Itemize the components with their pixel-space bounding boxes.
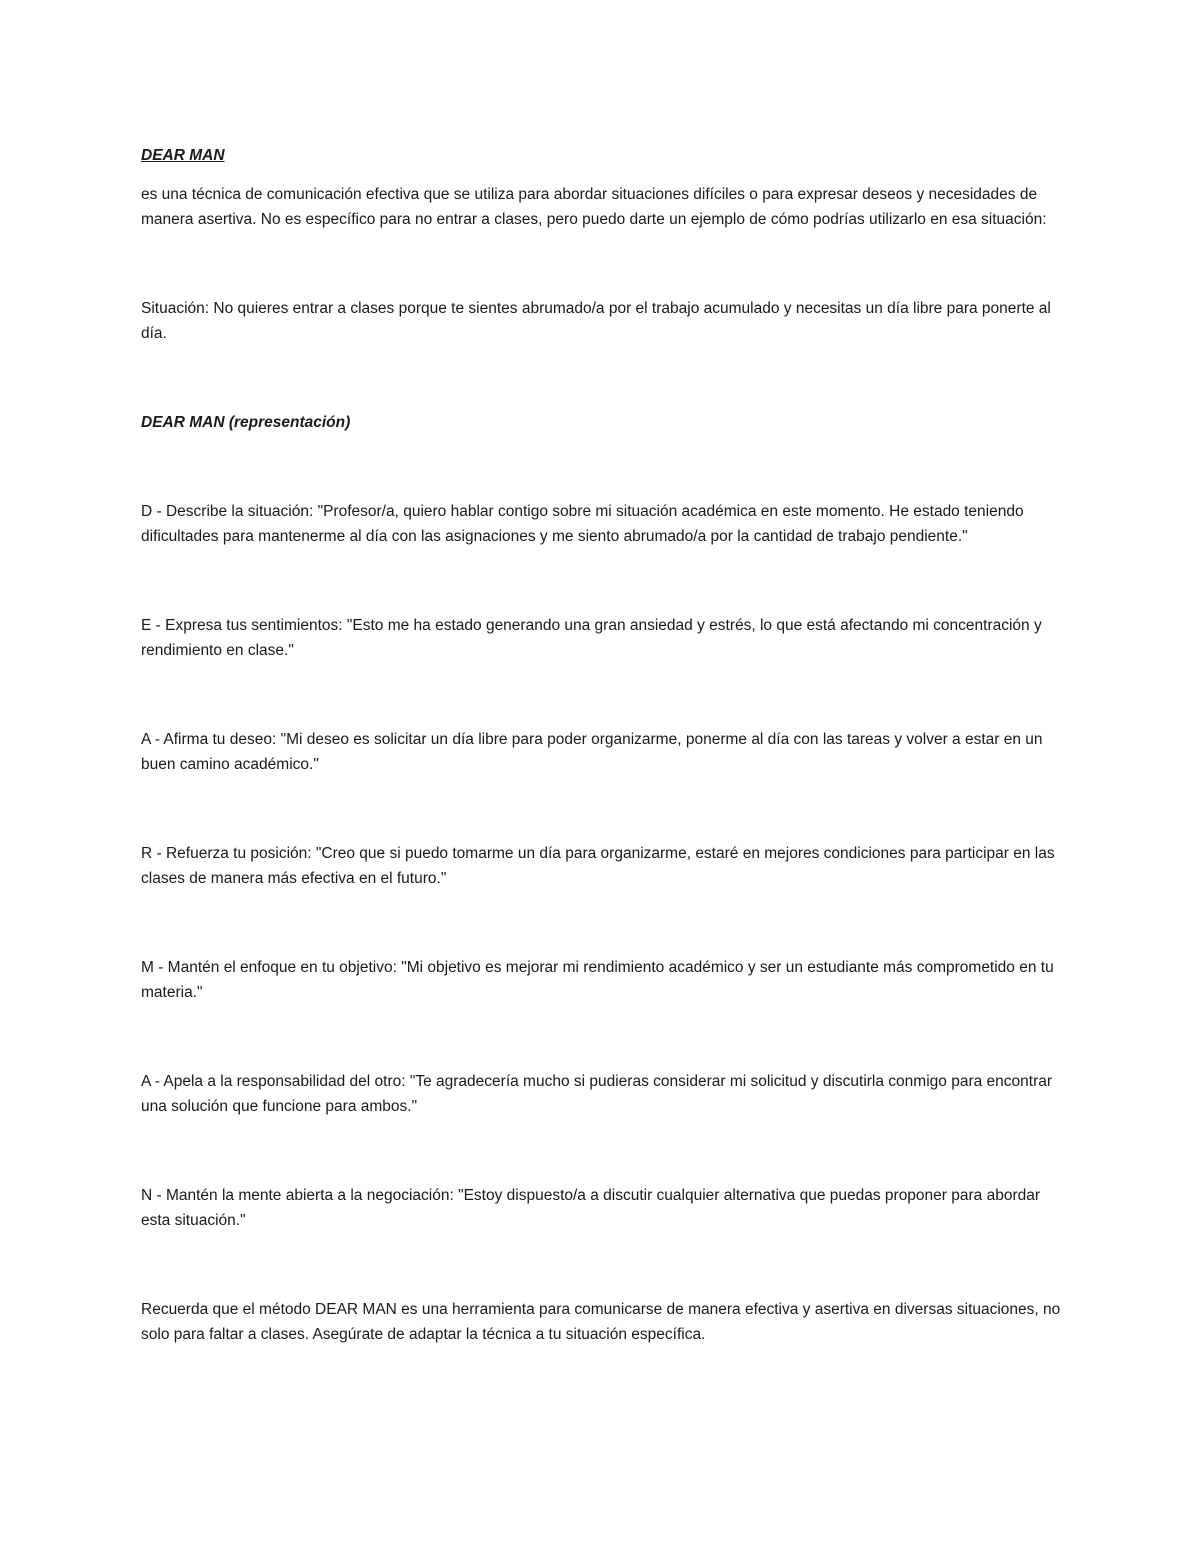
closing-paragraph: Recuerda que el método DEAR MAN es una herramienta para comunicarse de manera efectiva y asertiva en diversas situaciones, no solo para faltar a clases. Asegúrate de adaptar la técnica a tu situación específica. xyxy=(141,1301,1061,1343)
spacer xyxy=(141,891,1061,955)
spacer xyxy=(141,435,1061,499)
spacer xyxy=(141,232,1061,296)
document-title: DEAR MAN xyxy=(141,147,225,164)
step-negotiate: N - Mantén la mente abierta a la negociación: "Estoy dispuesto/a a discutir cualquier alternativa que puedas proponer para abordar esta situación." xyxy=(141,1187,1041,1229)
section-subtitle: DEAR MAN (representación) xyxy=(141,414,351,431)
spacer xyxy=(141,168,1061,182)
spacer xyxy=(141,346,1061,410)
step-express: E - Expresa tus sentimientos: "Esto me ha estado generando una gran ansiedad y estrés, lo que está afectando mi concentración y rendimiento en clase." xyxy=(141,617,1042,659)
spacer xyxy=(141,663,1061,727)
spacer xyxy=(141,549,1061,613)
step-assert: A - Afirma tu deseo: "Mi deseo es solicitar un día libre para poder organizarme, ponerme al día con las tareas y volver a estar en un buen camino académico." xyxy=(141,731,1043,773)
spacer xyxy=(141,1119,1061,1183)
document-body xyxy=(141,143,1061,1347)
spacer xyxy=(141,1233,1061,1297)
spacer xyxy=(141,777,1061,841)
intro-paragraph: es una técnica de comunicación efectiva que se utiliza para abordar situaciones difíciles o para expresar deseos y necesidades de manera asertiva. No es específico para no entrar a clases, pero puedo darte un ejemplo de cómo podrías utilizarlo en esa situación: xyxy=(141,186,1047,228)
spacer xyxy=(141,1005,1061,1069)
step-describe: D - Describe la situación: "Profesor/a, quiero hablar contigo sobre mi situación académica en este momento. He estado teniendo dificultades para mantenerme al día con las asignaciones y me siento abrumado/a por la cantidad de trabajo pendiente." xyxy=(141,503,1024,545)
situation-paragraph: Situación: No quieres entrar a clases porque te sientes abrumado/a por el trabajo acumulado y necesitas un día libre para ponerte al día. xyxy=(141,300,1051,342)
step-reinforce: R - Refuerza tu posición: "Creo que si puedo tomarme un día para organizarme, estaré en mejores condiciones para participar en las clases de manera más efectiva en el futuro." xyxy=(141,845,1055,887)
step-mindful: M - Mantén el enfoque en tu objetivo: "Mi objetivo es mejorar mi rendimiento académico y ser un estudiante más comprometido en tu materia." xyxy=(141,959,1054,1001)
step-appeal: A - Apela a la responsabilidad del otro: "Te agradecería mucho si pudieras considerar mi solicitud y discutirla conmigo para encontrar una solución que funcione para ambos." xyxy=(141,1073,1053,1115)
